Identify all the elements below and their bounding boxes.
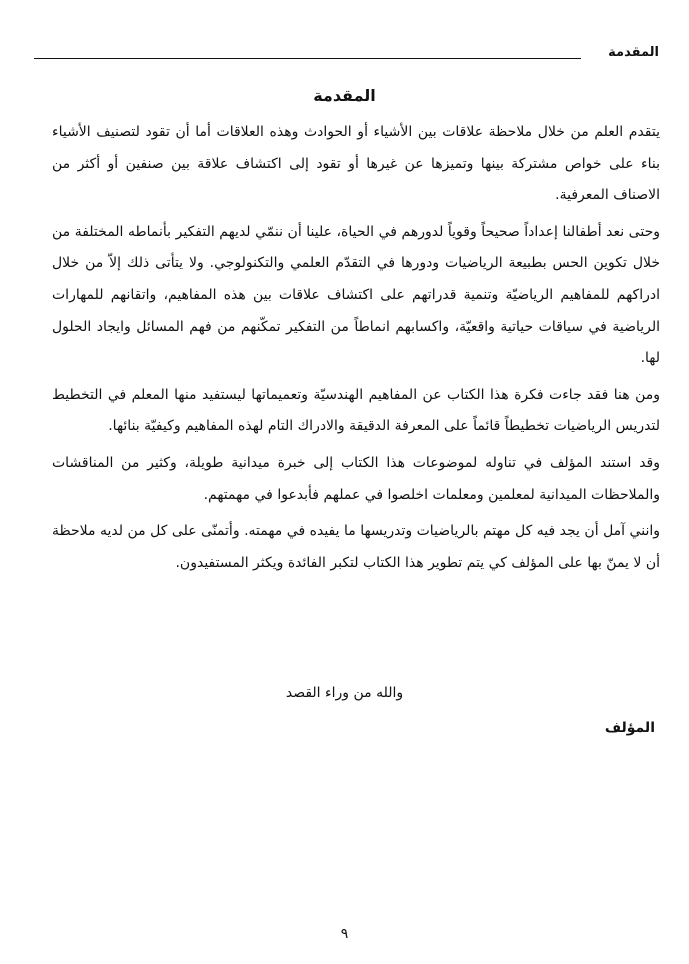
paragraph: ومن هنا فقد جاءت فكرة هذا الكتاب عن المفاهيم الهندسيّة وتعميماتها ليستفيد منها المعلم في التخطيط لتدريس الرياضيات تخطيطاً قائماً على المعرفة الدقيقة والادراك التام لهذه المفاهيم وكيفيّة بنائها. (52, 386, 660, 435)
running-header-title: المقدمة (608, 45, 659, 60)
running-header (34, 44, 659, 68)
paragraph: وحتى نعد أطفالنا إعداداً صحيحاً وقوياً لدورهم في الحياة، علينا أن ننمّي لديهم التفكير بأنماطه المختلفة من خلال تكوين الحس بطبيعة الرياضيات ودورها في التقدّم العلمي والتكنولوجي. ولا يتأتى ذلك إلاّ من خلال ادراكهم للمفاهيم الرياضيّة وتنمية قدراتهم على اكتشاف علاقات بين هذه المفاهيم، واتقانهم للمهارات الرياضية في سياقات حياتية واقعيّة، واكسابهم انماطاً من التفكير تمكّنهم من فهم المسائل وايجاد الحلول لها. (52, 223, 660, 367)
author-signature: المؤلف (604, 720, 655, 736)
paragraph: وقد استند المؤلف في تناوله لموضوعات هذا الكتاب إلى خبرة ميدانية طويلة، وكثير من المناقشات والملاحظات الميدانية لمعلمين ومعلمات اخلصوا في عملهم فأبدعوا في مهمتهم. (52, 454, 660, 503)
page-number: ٩ (340, 926, 349, 942)
closing-line: والله من وراء القصد (285, 685, 404, 701)
body-text (52, 117, 660, 579)
paragraph: وانني آمل أن يجد فيه كل مهتم بالرياضيات وتدريسها ما يفيده في مهمته. وأتمنّى على كل من لديه ملاحظة أن لا يمنّ بها على المؤلف كي يتم تطوير هذا الكتاب لتكبر الفائدة ويكثر المستفيدون. (52, 523, 660, 571)
page-title: المقدمة (313, 86, 376, 105)
header-rule-divider (34, 58, 581, 59)
paragraph: يتقدم العلم من خلال ملاحظة علاقات بين الأشياء أو الحوادث وهذه العلاقات أما أن تقود لتصنيف الأشياء بناء على خواص مشتركة بينها وتميزها عن غيرها أو تقود إلى اكتشاف علاقة بين صنفين أو أكثر من الاصناف المعرفية. (52, 124, 660, 204)
